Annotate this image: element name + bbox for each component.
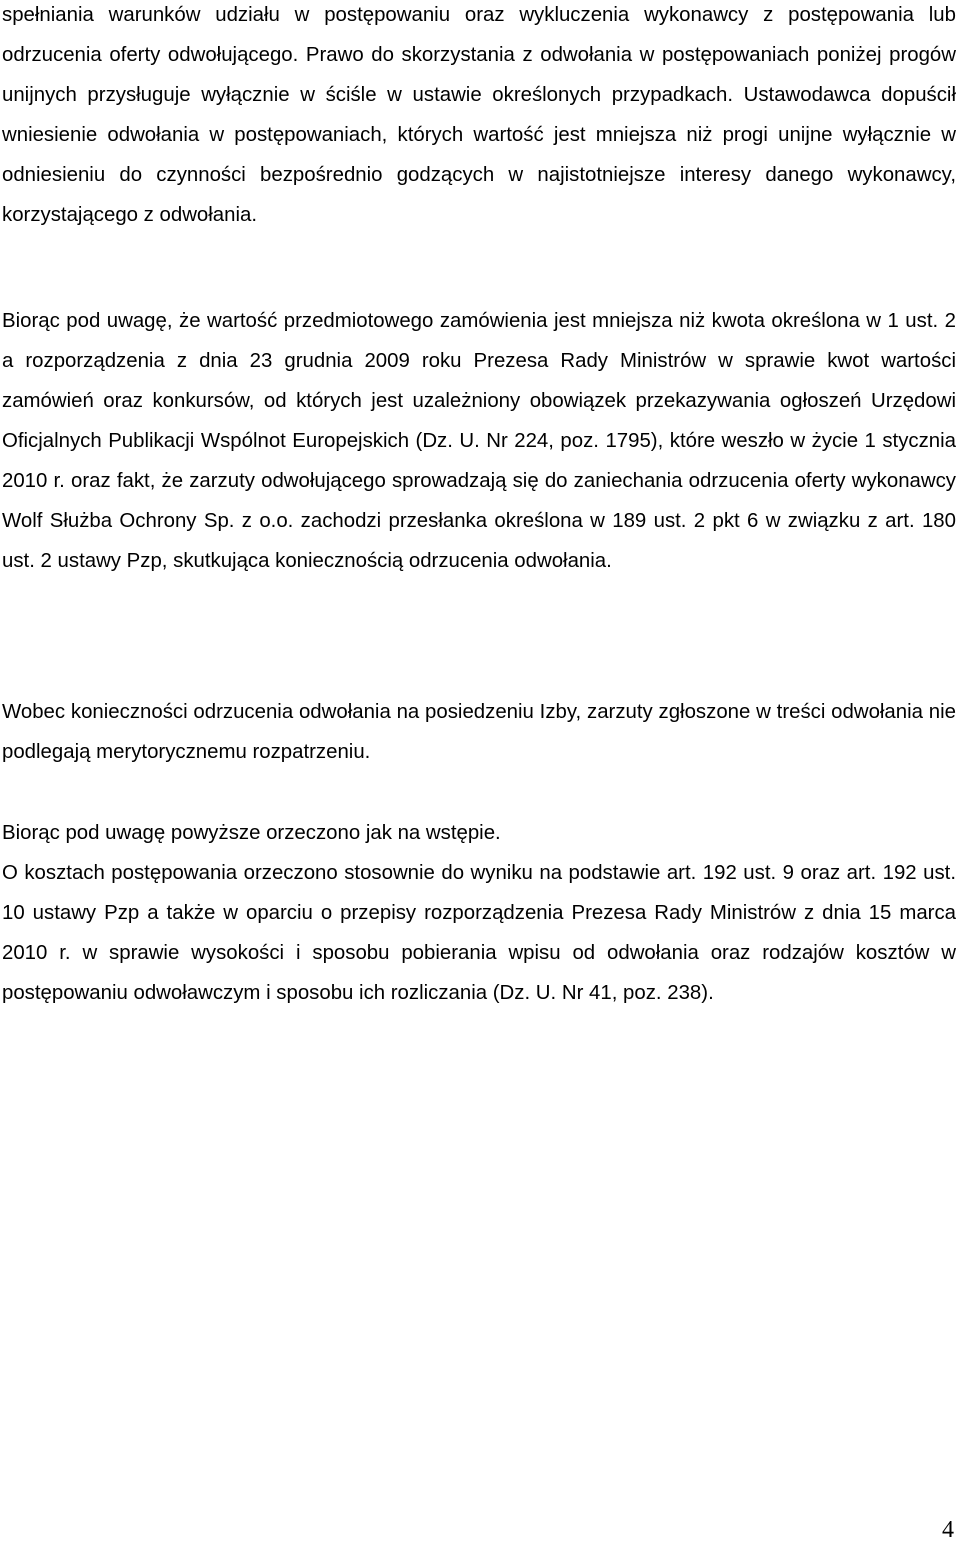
paragraph-ruling: Biorąc pod uwagę powyższe orzeczono jak na wstępie.	[2, 822, 501, 844]
page-number: 4	[942, 1517, 954, 1543]
paragraph-appeal-thresholds: spełniania warunków udziału w postępowaniu oraz wykluczenia wykonawcy z postępowania lub odrzucenia oferty odwołującego. Prawo do skorzystania z odwołania w postępowaniach poniżej progów unijnych przysługuje wyłącznie w ściśle w ustawie określonych przypadkach. Ustawodawca dopuścił wniesienie odwołania w postępowaniach, których wartość jest mniejsza niż progi unijne wyłącznie w odniesieniu do czynności bezpośrednio godzących w najistotniejsze interesy danego wykonawcy, korzystającego z odwołania.	[2, 4, 956, 226]
paragraph-costs: O kosztach postępowania orzeczono stosownie do wyniku na podstawie art. 192 ust. 9 oraz art. 192 ust. 10 ustawy Pzp a także w oparciu o przepisy rozporządzenia Prezesa Rady Ministrów z dnia 15 marca 2010 r. w sprawie wysokości i sposobu pobierania wpisu od odwołania oraz rodzajów kosztów w postępowaniu odwoławczym i sposobu ich rozliczania (Dz. U. Nr 41, poz. 238).	[2, 862, 956, 1004]
paragraph-rejection-consequence: Wobec konieczności odrzucenia odwołania na posiedzeniu Izby, zarzuty zgłoszone w treści odwołania nie podlegają merytorycznemu rozpatrzeniu.	[2, 701, 956, 763]
paragraph-contract-value: Biorąc pod uwagę, że wartość przedmiotowego zamówienia jest mniejsza niż kwota określona w 1 ust. 2 a rozporządzenia z dnia 23 grudnia 2009 roku Prezesa Rady Ministrów w sprawie kwot wartości zamówień oraz konkursów, od których jest uzależniony obowiązek przekazywania ogłoszeń Urzędowi Oficjalnych Publikacji Wspólnot Europejskich (Dz. U. Nr 224, poz. 1795), które weszło w życie 1 stycznia 2010 r. oraz fakt, że zarzuty odwołującego sprowadzają się do zaniechania odrzucenia oferty wykonawcy Wolf Służba Ochrony Sp. z o.o. zachodzi przesłanka określona w 189 ust. 2 pkt 6 w związku z art. 180 ust. 2 ustawy Pzp, skutkująca koniecznością odrzucenia odwołania.	[2, 310, 956, 572]
